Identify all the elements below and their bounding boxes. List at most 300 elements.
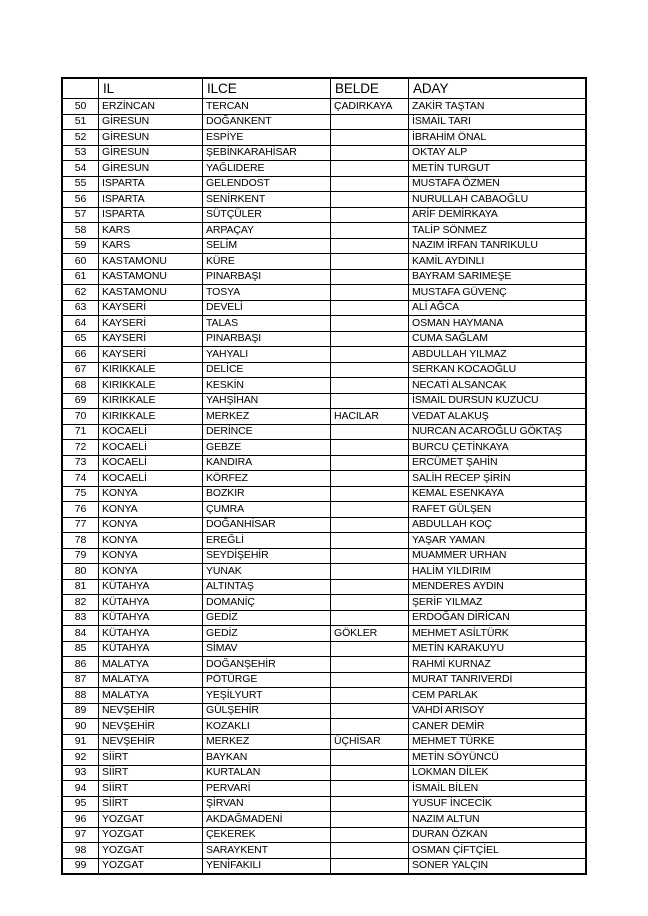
cell-no: 91 (63, 734, 99, 750)
cell-aday: NECATİ ALSANCAK (409, 378, 587, 394)
cell-il: SİİRT (99, 781, 203, 797)
cell-il: KONYA (99, 517, 203, 533)
cell-il: KÜTAHYA (99, 595, 203, 611)
cell-ilce: YAHŞİHAN (203, 393, 331, 409)
cell-no: 81 (63, 579, 99, 595)
cell-il: KIRIKKALE (99, 362, 203, 378)
cell-ilce: GELENDOST (203, 176, 331, 192)
cell-belde (331, 269, 409, 285)
cell-il: KASTAMONU (99, 254, 203, 270)
cell-belde (331, 130, 409, 146)
cell-no: 60 (63, 254, 99, 270)
table-row (63, 254, 587, 270)
cell-belde (331, 114, 409, 130)
cell-il: MALATYA (99, 657, 203, 673)
cell-no: 87 (63, 672, 99, 688)
table-row (63, 765, 587, 781)
cell-il: KIRIKKALE (99, 409, 203, 425)
cell-il: NEVŞEHİR (99, 703, 203, 719)
cell-ilce: DERİNCE (203, 424, 331, 440)
cell-no: 50 (63, 99, 99, 115)
cell-belde (331, 657, 409, 673)
cell-no: 83 (63, 610, 99, 626)
cell-belde (331, 610, 409, 626)
cell-aday: OKTAY ALP (409, 145, 587, 161)
table-header (63, 79, 587, 99)
cell-ilce: ESPİYE (203, 130, 331, 146)
candidate-table-container (62, 78, 586, 874)
cell-belde: ÜÇHİSAR (331, 734, 409, 750)
table-row (63, 827, 587, 843)
cell-ilce: YUNAK (203, 564, 331, 580)
cell-belde: GÖKLER (331, 626, 409, 642)
cell-il: KÜTAHYA (99, 610, 203, 626)
table-row (63, 517, 587, 533)
cell-belde (331, 672, 409, 688)
cell-aday: MUSTAFA ÖZMEN (409, 176, 587, 192)
cell-ilce: ARPAÇAY (203, 223, 331, 239)
cell-ilce: PERVARİ (203, 781, 331, 797)
cell-ilce: MERKEZ (203, 409, 331, 425)
cell-aday: VEDAT ALAKUŞ (409, 409, 587, 425)
cell-no: 77 (63, 517, 99, 533)
cell-no: 51 (63, 114, 99, 130)
cell-il: GİRESUN (99, 145, 203, 161)
table-row (63, 781, 587, 797)
cell-aday: METİN KARAKUYU (409, 641, 587, 657)
table-row (63, 703, 587, 719)
cell-no: 54 (63, 161, 99, 177)
cell-il: KAYSERİ (99, 331, 203, 347)
table-row (63, 424, 587, 440)
table-row (63, 486, 587, 502)
cell-belde (331, 192, 409, 208)
cell-aday: İSMAİL BİLEN (409, 781, 587, 797)
cell-belde (331, 641, 409, 657)
cell-belde (331, 486, 409, 502)
cell-ilce: YAĞLIDERE (203, 161, 331, 177)
cell-il: KIRIKKALE (99, 393, 203, 409)
cell-il: ISPARTA (99, 176, 203, 192)
cell-il: KASTAMONU (99, 269, 203, 285)
cell-aday: DURAN ÖZKAN (409, 827, 587, 843)
cell-il: YOZGAT (99, 827, 203, 843)
table-header-row (63, 79, 587, 99)
cell-no: 93 (63, 765, 99, 781)
cell-belde (331, 378, 409, 394)
cell-belde (331, 424, 409, 440)
cell-ilce: DOĞANHİSAR (203, 517, 331, 533)
column-header-belde: BELDE (331, 79, 409, 99)
cell-belde (331, 595, 409, 611)
cell-aday: MEHMET ASİLTÜRK (409, 626, 587, 642)
cell-no: 95 (63, 796, 99, 812)
cell-aday: İBRAHİM ÖNAL (409, 130, 587, 146)
cell-ilce: MERKEZ (203, 734, 331, 750)
cell-il: KARS (99, 238, 203, 254)
cell-no: 69 (63, 393, 99, 409)
table-body (63, 99, 587, 874)
cell-aday: ALİ AĞCA (409, 300, 587, 316)
table-row (63, 812, 587, 828)
cell-aday: CANER DEMİR (409, 719, 587, 735)
cell-aday: ABDULLAH YILMAZ (409, 347, 587, 363)
cell-no: 98 (63, 843, 99, 859)
cell-ilce: GEDİZ (203, 626, 331, 642)
table-row (63, 207, 587, 223)
cell-il: YOZGAT (99, 858, 203, 874)
cell-no: 82 (63, 595, 99, 611)
cell-belde (331, 517, 409, 533)
cell-ilce: AKDAĞMADENİ (203, 812, 331, 828)
cell-aday: RAFET GÜLŞEN (409, 502, 587, 518)
cell-belde (331, 688, 409, 704)
cell-no: 66 (63, 347, 99, 363)
cell-no: 84 (63, 626, 99, 642)
cell-il: NEVŞEHİR (99, 719, 203, 735)
cell-no: 64 (63, 316, 99, 332)
cell-belde (331, 393, 409, 409)
cell-no: 52 (63, 130, 99, 146)
cell-ilce: KOZAKLI (203, 719, 331, 735)
cell-il: NEVŞEHİR (99, 734, 203, 750)
cell-belde (331, 176, 409, 192)
cell-belde (331, 765, 409, 781)
cell-aday: OSMAN ÇİFTÇİEL (409, 843, 587, 859)
cell-aday: RAHMİ KURNAZ (409, 657, 587, 673)
cell-no: 68 (63, 378, 99, 394)
cell-aday: BURCU ÇETİNKAYA (409, 440, 587, 456)
cell-ilce: DELİCE (203, 362, 331, 378)
cell-il: KÜTAHYA (99, 579, 203, 595)
table-row (63, 409, 587, 425)
cell-il: KOCAELİ (99, 440, 203, 456)
cell-no: 62 (63, 285, 99, 301)
cell-il: KONYA (99, 486, 203, 502)
table-row (63, 145, 587, 161)
cell-no: 61 (63, 269, 99, 285)
cell-belde (331, 145, 409, 161)
table-row (63, 269, 587, 285)
cell-ilce: ÇEKEREK (203, 827, 331, 843)
cell-ilce: YENİFAKILI (203, 858, 331, 874)
cell-no: 96 (63, 812, 99, 828)
cell-belde (331, 316, 409, 332)
cell-aday: TALİP SÖNMEZ (409, 223, 587, 239)
cell-aday: NURULLAH CABAOĞLU (409, 192, 587, 208)
cell-aday: LOKMAN DİLEK (409, 765, 587, 781)
cell-ilce: ŞEBİNKARAHİSAR (203, 145, 331, 161)
cell-ilce: TALAS (203, 316, 331, 332)
table-row (63, 843, 587, 859)
cell-aday: MENDERES AYDIN (409, 579, 587, 595)
cell-aday: ERDOĞAN DİRİCAN (409, 610, 587, 626)
table-row (63, 362, 587, 378)
cell-belde (331, 300, 409, 316)
table-row (63, 316, 587, 332)
table-row (63, 657, 587, 673)
cell-ilce: DEVELİ (203, 300, 331, 316)
cell-belde (331, 781, 409, 797)
cell-belde (331, 471, 409, 487)
cell-ilce: KURTALAN (203, 765, 331, 781)
table-row (63, 161, 587, 177)
table-row (63, 688, 587, 704)
candidate-table (62, 78, 587, 874)
cell-ilce: KESKİN (203, 378, 331, 394)
cell-aday: MUSTAFA GÜVENÇ (409, 285, 587, 301)
table-row (63, 858, 587, 874)
cell-il: ISPARTA (99, 207, 203, 223)
cell-no: 58 (63, 223, 99, 239)
cell-ilce: KÜRE (203, 254, 331, 270)
cell-no: 89 (63, 703, 99, 719)
table-row (63, 238, 587, 254)
cell-aday: KEMAL ESENKAYA (409, 486, 587, 502)
cell-belde (331, 796, 409, 812)
cell-il: KARS (99, 223, 203, 239)
cell-aday: ŞERİF YILMAZ (409, 595, 587, 611)
table-row (63, 393, 587, 409)
cell-belde (331, 827, 409, 843)
cell-belde (331, 548, 409, 564)
cell-belde (331, 207, 409, 223)
cell-il: ISPARTA (99, 192, 203, 208)
cell-ilce: PINARBAŞI (203, 269, 331, 285)
cell-aday: İSMAİL DURSUN KUZUCU (409, 393, 587, 409)
cell-ilce: PÖTÜRGE (203, 672, 331, 688)
cell-aday: ERCÜMET ŞAHİN (409, 455, 587, 471)
cell-no: 59 (63, 238, 99, 254)
cell-belde (331, 331, 409, 347)
cell-belde (331, 812, 409, 828)
cell-aday: OSMAN HAYMANA (409, 316, 587, 332)
cell-no: 56 (63, 192, 99, 208)
cell-aday: ARİF DEMİRKAYA (409, 207, 587, 223)
cell-ilce: GEDİZ (203, 610, 331, 626)
cell-il: KÜTAHYA (99, 641, 203, 657)
cell-aday: MURAT TANRIVERDİ (409, 672, 587, 688)
cell-il: YOZGAT (99, 843, 203, 859)
cell-no: 80 (63, 564, 99, 580)
table-row (63, 99, 587, 115)
cell-no: 76 (63, 502, 99, 518)
cell-no: 74 (63, 471, 99, 487)
cell-ilce: ALTINTAŞ (203, 579, 331, 595)
cell-il: YOZGAT (99, 812, 203, 828)
cell-no: 63 (63, 300, 99, 316)
cell-ilce: EREĞLİ (203, 533, 331, 549)
cell-no: 53 (63, 145, 99, 161)
cell-no: 79 (63, 548, 99, 564)
cell-belde (331, 703, 409, 719)
cell-aday: ABDULLAH KOÇ (409, 517, 587, 533)
table-row (63, 471, 587, 487)
table-row (63, 455, 587, 471)
cell-ilce: SARAYKENT (203, 843, 331, 859)
cell-belde (331, 238, 409, 254)
cell-aday: HALİM YILDIRIM (409, 564, 587, 580)
cell-no: 71 (63, 424, 99, 440)
cell-il: KOCAELİ (99, 455, 203, 471)
cell-aday: YAŞAR YAMAN (409, 533, 587, 549)
cell-il: SİİRT (99, 796, 203, 812)
cell-ilce: SEYDİŞEHİR (203, 548, 331, 564)
cell-ilce: GÜLŞEHİR (203, 703, 331, 719)
column-header-no (63, 79, 99, 99)
cell-no: 65 (63, 331, 99, 347)
cell-aday: NAZIM İRFAN TANRIKULU (409, 238, 587, 254)
cell-ilce: SELİM (203, 238, 331, 254)
cell-il: MALATYA (99, 688, 203, 704)
cell-il: GİRESUN (99, 161, 203, 177)
table-row (63, 176, 587, 192)
table-row (63, 672, 587, 688)
cell-aday: YUSUF İNCECİK (409, 796, 587, 812)
cell-il: KAYSERİ (99, 316, 203, 332)
cell-il: KONYA (99, 548, 203, 564)
table-row (63, 641, 587, 657)
cell-ilce: BAYKAN (203, 750, 331, 766)
cell-belde (331, 254, 409, 270)
cell-no: 73 (63, 455, 99, 471)
table-row (63, 564, 587, 580)
cell-ilce: YAHYALI (203, 347, 331, 363)
cell-belde: HACILAR (331, 409, 409, 425)
table-row (63, 595, 587, 611)
cell-il: GİRESUN (99, 114, 203, 130)
cell-no: 88 (63, 688, 99, 704)
cell-il: KOCAELİ (99, 471, 203, 487)
cell-belde (331, 843, 409, 859)
cell-ilce: GEBZE (203, 440, 331, 456)
cell-aday: SERKAN KOCAOĞLU (409, 362, 587, 378)
cell-aday: METİN TURGUT (409, 161, 587, 177)
column-header-aday: ADAY (409, 79, 587, 99)
table-row (63, 130, 587, 146)
cell-aday: KAMİL AYDINLI (409, 254, 587, 270)
cell-no: 85 (63, 641, 99, 657)
cell-aday: CEM PARLAK (409, 688, 587, 704)
cell-no: 97 (63, 827, 99, 843)
cell-aday: VAHDİ ARISOY (409, 703, 587, 719)
cell-belde (331, 161, 409, 177)
cell-ilce: TOSYA (203, 285, 331, 301)
cell-ilce: YEŞİLYURT (203, 688, 331, 704)
cell-il: KONYA (99, 502, 203, 518)
cell-il: MALATYA (99, 672, 203, 688)
cell-belde (331, 858, 409, 874)
cell-ilce: ÇUMRA (203, 502, 331, 518)
table-row (63, 192, 587, 208)
table-row (63, 719, 587, 735)
cell-il: KAYSERİ (99, 347, 203, 363)
table-row (63, 440, 587, 456)
cell-belde (331, 455, 409, 471)
cell-aday: SONER YALÇIN (409, 858, 587, 874)
cell-il: KAYSERİ (99, 300, 203, 316)
cell-no: 99 (63, 858, 99, 874)
cell-ilce: TERCAN (203, 99, 331, 115)
cell-aday: NURCAN ACAROĞLU GÖKTAŞ (409, 424, 587, 440)
cell-il: KONYA (99, 564, 203, 580)
cell-belde: ÇADIRKAYA (331, 99, 409, 115)
cell-aday: CUMA SAĞLAM (409, 331, 587, 347)
table-row (63, 114, 587, 130)
cell-ilce: KÖRFEZ (203, 471, 331, 487)
cell-aday: BAYRAM SARIMEŞE (409, 269, 587, 285)
cell-aday: NAZIM ALTUN (409, 812, 587, 828)
table-row (63, 750, 587, 766)
cell-no: 57 (63, 207, 99, 223)
cell-no: 72 (63, 440, 99, 456)
table-row (63, 223, 587, 239)
cell-no: 70 (63, 409, 99, 425)
cell-il: KOCAELİ (99, 424, 203, 440)
column-header-ilce: ILCE (203, 79, 331, 99)
cell-il: KÜTAHYA (99, 626, 203, 642)
cell-ilce: DOMANİÇ (203, 595, 331, 611)
table-row (63, 502, 587, 518)
cell-ilce: PINARBAŞI (203, 331, 331, 347)
cell-il: GİRESUN (99, 130, 203, 146)
table-row (63, 734, 587, 750)
cell-il: KIRIKKALE (99, 378, 203, 394)
table-row (63, 533, 587, 549)
table-row (63, 347, 587, 363)
table-row (63, 300, 587, 316)
cell-ilce: SİMAV (203, 641, 331, 657)
cell-belde (331, 564, 409, 580)
cell-aday: METİN SÖYÜNCÜ (409, 750, 587, 766)
cell-no: 92 (63, 750, 99, 766)
column-header-il: IL (99, 79, 203, 99)
cell-aday: SALİH RECEP ŞİRİN (409, 471, 587, 487)
cell-ilce: ŞİRVAN (203, 796, 331, 812)
cell-aday: MEHMET TÜRKE (409, 734, 587, 750)
cell-il: SİİRT (99, 750, 203, 766)
table-row (63, 285, 587, 301)
cell-no: 55 (63, 176, 99, 192)
cell-aday: MUAMMER URHAN (409, 548, 587, 564)
cell-belde (331, 223, 409, 239)
cell-belde (331, 347, 409, 363)
cell-ilce: SENİRKENT (203, 192, 331, 208)
cell-belde (331, 750, 409, 766)
cell-belde (331, 579, 409, 595)
cell-belde (331, 362, 409, 378)
cell-belde (331, 533, 409, 549)
table-row (63, 378, 587, 394)
cell-il: KONYA (99, 533, 203, 549)
cell-no: 86 (63, 657, 99, 673)
cell-no: 75 (63, 486, 99, 502)
table-row (63, 610, 587, 626)
cell-belde (331, 440, 409, 456)
table-row (63, 331, 587, 347)
table-row (63, 796, 587, 812)
cell-ilce: KANDIRA (203, 455, 331, 471)
cell-belde (331, 502, 409, 518)
cell-il: ERZİNCAN (99, 99, 203, 115)
cell-il: SİİRT (99, 765, 203, 781)
cell-no: 94 (63, 781, 99, 797)
cell-no: 67 (63, 362, 99, 378)
cell-ilce: DOĞANKENT (203, 114, 331, 130)
table-row (63, 579, 587, 595)
cell-aday: İSMAİL TARI (409, 114, 587, 130)
cell-ilce: SÜTÇÜLER (203, 207, 331, 223)
